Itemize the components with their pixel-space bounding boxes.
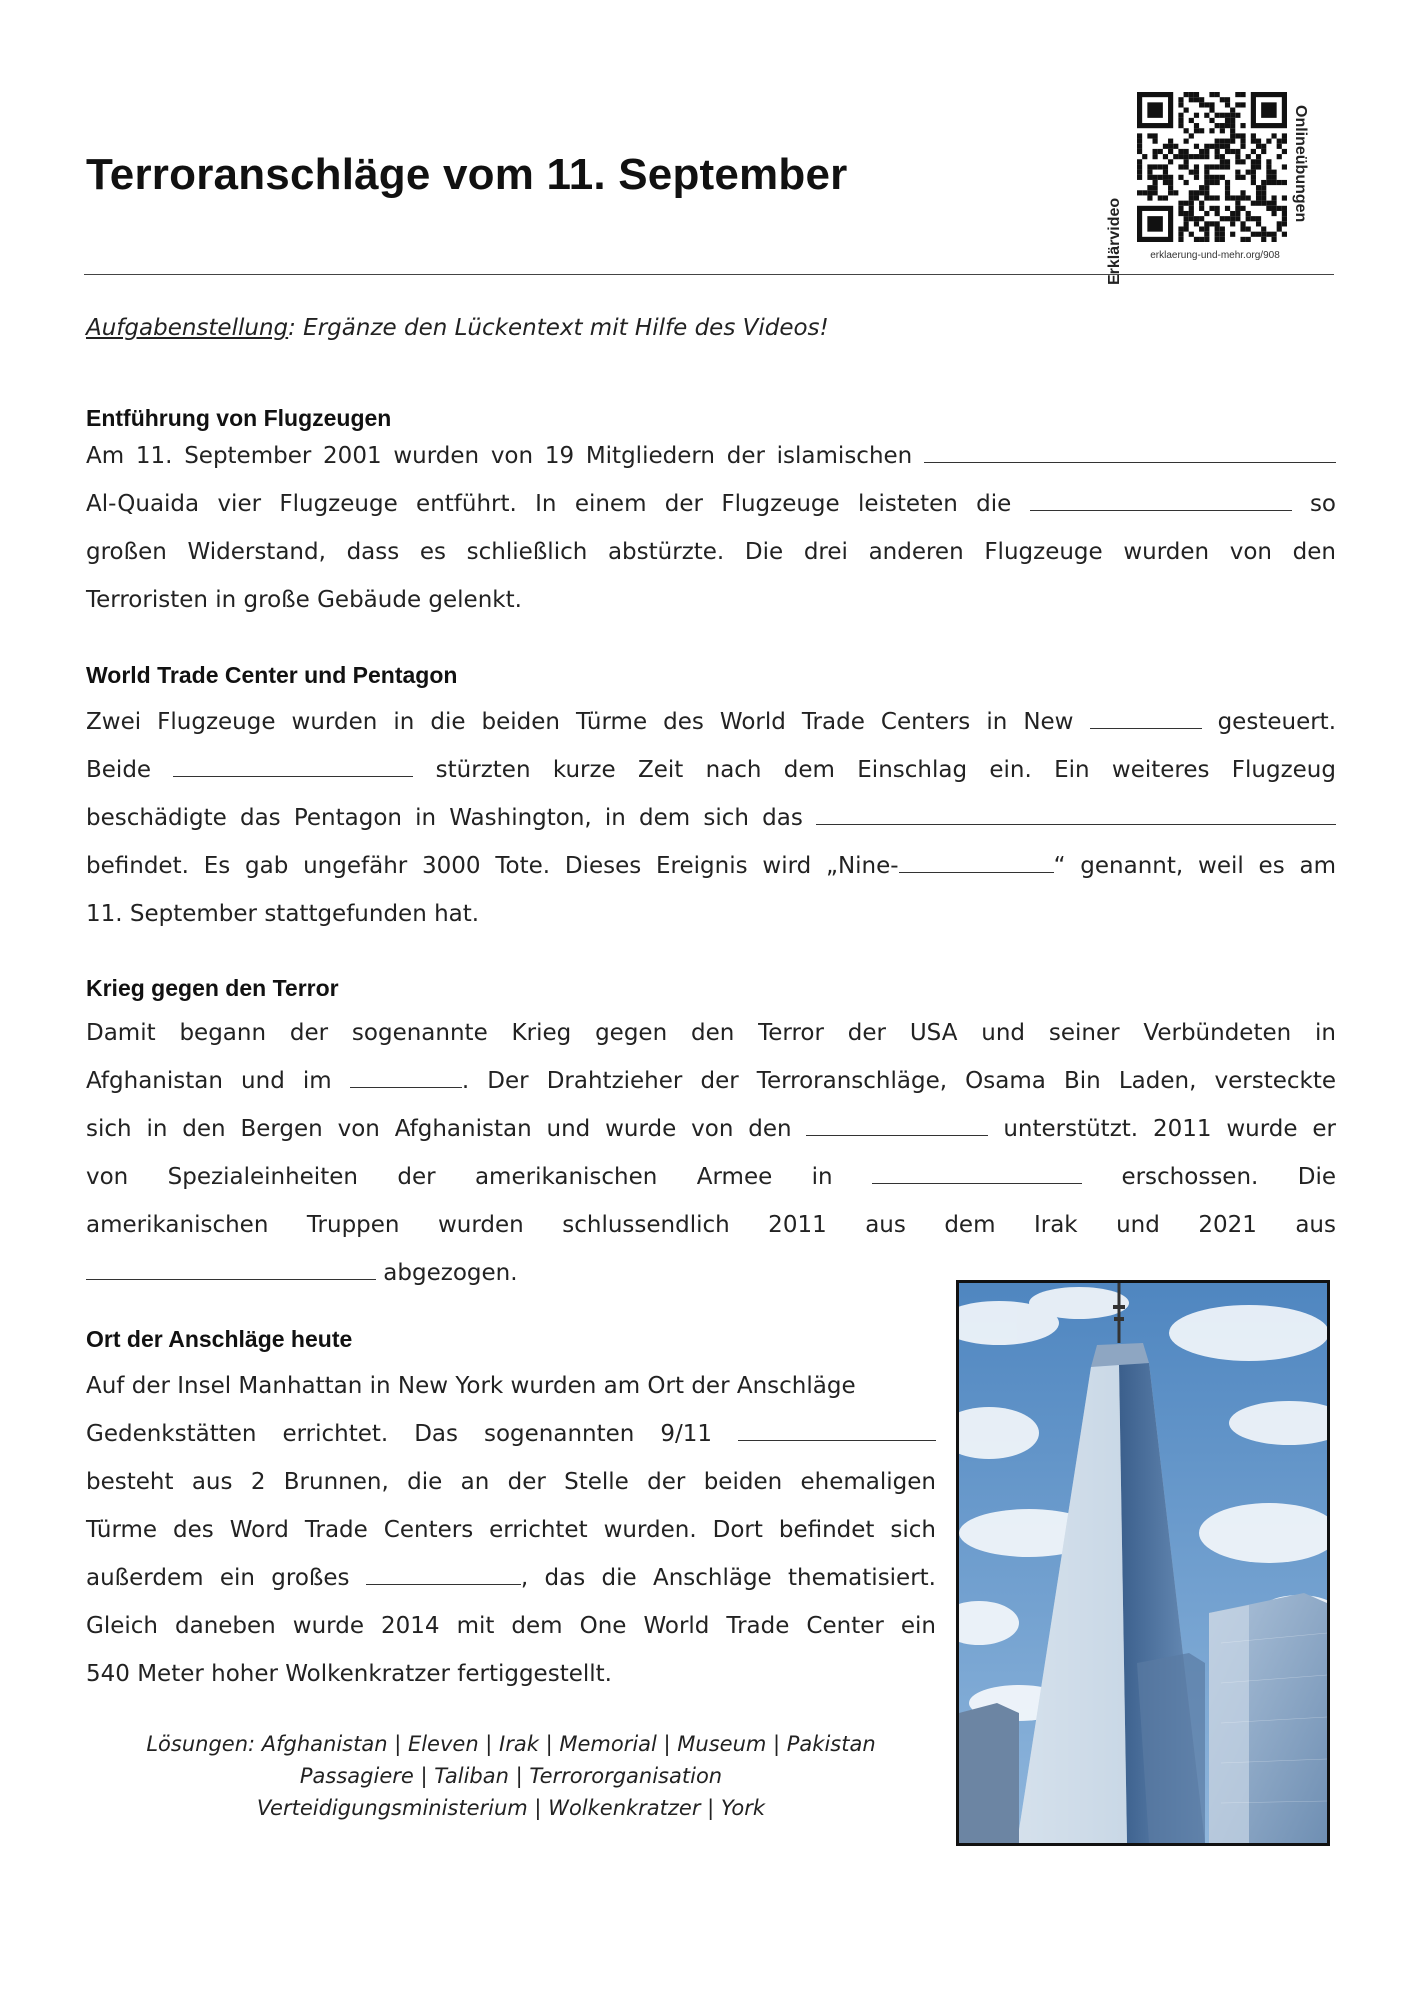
qr-left-label: Erklärvideo bbox=[1106, 197, 1123, 285]
solutions-line-1: Lösungen: Afghanistan | Eleven | Irak | Memorial | Museum | Pakistan bbox=[146, 1732, 876, 1756]
blank-taliban[interactable] bbox=[806, 1113, 988, 1136]
blank-york[interactable] bbox=[1090, 706, 1202, 729]
qr-block bbox=[1080, 90, 1320, 285]
skyscraper-image bbox=[959, 1283, 1327, 1843]
task-label: Aufgabenstellung bbox=[86, 315, 289, 341]
section-text-2: Zwei Flugzeuge wurden in die beiden Türme des World Trade Centers in New gesteuert. Beide stürzten kurze Zeit nach dem Einschlag ein. Ein weiteres Flugzeug beschädigte das Pentagon in Washington, in dem sich das befindet. Es gab ungefähr 3000 Tote. Dieses Ereignis wird „Nine- “ genannt, weil es am 11. September stattgefunden hat. bbox=[86, 698, 1336, 938]
blank-passagiere[interactable] bbox=[1030, 488, 1292, 511]
solutions-box bbox=[86, 1728, 936, 1824]
section-title-4: Ort der Anschläge heute bbox=[86, 1326, 353, 1352]
blank-terrororganisation[interactable] bbox=[924, 440, 1336, 463]
page-title: Terroranschläge vom 11. September bbox=[86, 150, 848, 199]
task-colon: : bbox=[288, 315, 296, 341]
blank-museum[interactable] bbox=[366, 1562, 521, 1585]
task-instruction bbox=[86, 315, 829, 341]
blank-irak[interactable] bbox=[350, 1065, 462, 1088]
qr-right-label: Onlineübungen bbox=[1292, 105, 1309, 223]
blank-wolkenkratzer[interactable] bbox=[173, 754, 413, 777]
section-text-1: Am 11. September 2001 wurden von 19 Mitgliedern der islamischen Al-Quaida vier Flugzeuge entführt. In einem der Flugzeuge leisteten die so großen Widerstand, dass es schließlich abstürzte. Die drei anderen Flugzeuge wurden von den Terroristen in große Gebäude gelenkt. bbox=[86, 432, 1336, 624]
blank-afghanistan[interactable] bbox=[86, 1257, 376, 1280]
section-text-3: Damit begann der sogenannte Krieg gegen den Terror der USA und seiner Verbündeten in Afghanistan und im . Der Drahtzieher der Terroranschläge, Osama Bin Laden, versteckte sich in den Bergen von Afghanistan und wurde von den unterstützt. 2011 wurde er von Spezialeinheiten der amerikanischen Armee in erschossen. Die amerikanischen Truppen wurden schlussendlich 2011 aus dem Irak und 2021 aus abgezogen. bbox=[86, 1020, 1337, 1286]
solutions-line-3: Verteidigungsministerium | Wolkenkratzer | York bbox=[256, 1796, 766, 1820]
blank-verteidigungsministerium[interactable] bbox=[816, 802, 1336, 825]
qr-code-icon[interactable] bbox=[1137, 92, 1287, 242]
section-title-3: Krieg gegen den Terror bbox=[86, 975, 339, 1001]
task-text: Ergänze den Lückentext mit Hilfe des Videos! bbox=[295, 315, 829, 341]
solutions-line-2: Passagiere | Taliban | Terrororganisation bbox=[299, 1764, 723, 1788]
blank-pakistan[interactable] bbox=[872, 1161, 1082, 1184]
section-title-2: World Trade Center und Pentagon bbox=[86, 662, 458, 688]
section-title-1: Entführung von Flugzeugen bbox=[86, 405, 392, 431]
qr-url: erklaerung-und-mehr.org/908 bbox=[1150, 250, 1280, 261]
one-world-trade-center-photo bbox=[956, 1280, 1330, 1846]
blank-memorial[interactable] bbox=[738, 1418, 936, 1441]
blank-eleven[interactable] bbox=[899, 850, 1054, 873]
header-divider bbox=[84, 274, 1334, 275]
section-text-4: Auf der Insel Manhattan in New York wurden am Ort der Anschläge Gedenkstätten errichtet. Das sogenannten 9/11 besteht aus 2 Brunnen, die an der Stelle der beiden ehemaligen Türme des Word Trade Centers errichtet wurden. Dort befindet sich außerdem ein großes , das die Anschläge thematisiert. Gleich daneben wurde 2014 mit dem One World Trade Center ein 540 Meter hoher Wolkenkratzer fertiggestellt. bbox=[86, 1373, 936, 1687]
